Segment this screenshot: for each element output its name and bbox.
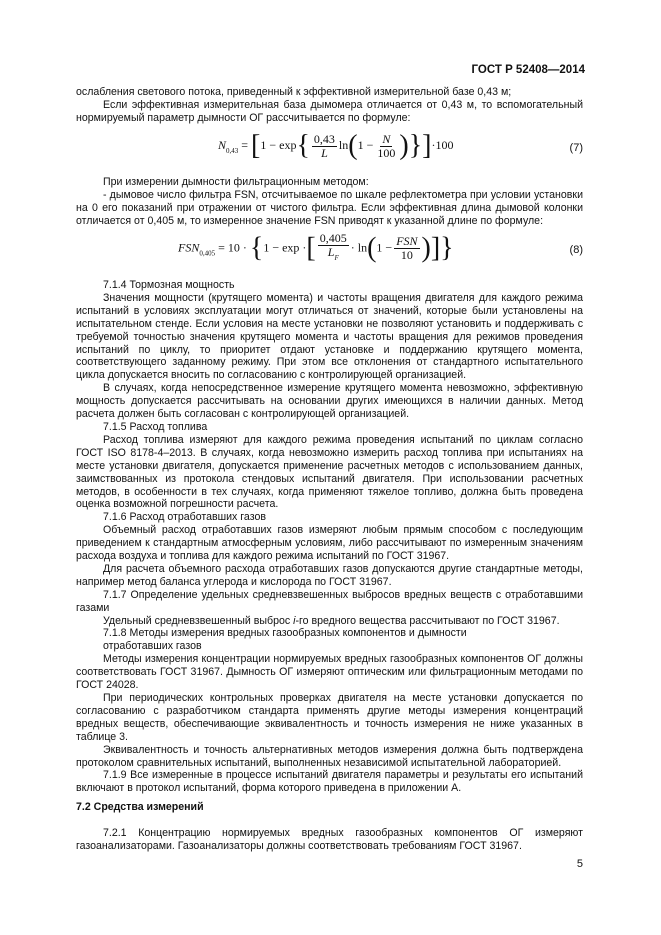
paragraph: При измерении дымности фильтрационным методом: (103, 176, 369, 188)
paragraph: Для расчета объемного расхода отработавших газов допускаются другие стандартные методы, например метод баланса углерода и кислорода по ГОСТ 31967. (76, 562, 583, 588)
formula-lhs: FSN (178, 240, 200, 255)
formula-fraction: $\frac{0,43}{L}$ (313, 131, 335, 160)
paragraph: 7.1.9 Все измеренные в процессе испытаний двигателя параметры и результаты его испытаний включают в протокол испытаний, форма которого приведена в приложении А. (76, 769, 583, 795)
paragraph: Эквивалентность и точность альтернативных методов измерения должна быть подтверждена протоколом сравнительных испытаний, выполненных независимой испытательной лабораторией. (76, 743, 583, 769)
formula-fraction: $\frac{N}{100}$ (377, 131, 396, 160)
formula-number: (7) (569, 142, 583, 154)
section-7-2 (76, 801, 583, 853)
paragraph: 7.2.1 Концентрацию нормируемых вредных газообразных компонентов ОГ измеряют газоанализаторами. Газоанализаторы должны соответствовать требованиям ГОСТ 31967. (76, 826, 583, 852)
formula-term: 1 − (357, 137, 374, 152)
section-title: 7.1.4 Тормозная мощность (103, 279, 235, 291)
formula-number: (8) (569, 244, 583, 256)
section-title: 7.1.8 Методы измерения вредных газообразных компонентов и дымности (103, 627, 467, 640)
section-title-continuation: отработавших газов (103, 640, 202, 653)
intro-block (76, 86, 583, 125)
formula-ln: ln (338, 137, 349, 152)
paragraph: Значения мощности (крутящего момента) и частоты вращения двигателя для каждого режима испытаний в условиях эксплуатации могут отличаться от значений, которые были установлены на испытательном стенде. Если условия на месте установки не позволяют установить и поддерживать с требуемой точностью значения крутящего момента и частоты вращения для режимов проведения испытаний по циклу, то приоритет отдают установке и поддержанию крутящего момента, соответствующего заданному режиму. При этом все отклонения от стандартного испытательного цикла допускается вносить по согласованию с контролирующей организацией. (76, 291, 583, 382)
document-code-header: ГОСТ Р 52408—2014 (471, 64, 585, 76)
formula-lhs-subscript: 0,43 (226, 146, 239, 155)
section-title: 7.1.7 Определение удельных средневзвешенных выбросов вредных веществ с отработавшими газами (76, 588, 583, 614)
paragraph: Объемный расход отработавших газов измеряют любым прямым способом с последующим приведением к стандартным атмосферным условиям, либо рассчитывают по измеренным значениям расхода воздуха и топлива для каждого режима испытаний по ГОСТ 31967. (76, 524, 583, 563)
formula-term: ·100 (431, 137, 454, 152)
formula-fraction: $\frac{0,405}{L_F}$ (319, 231, 347, 262)
section-heading: 7.2 Средства измерений (76, 801, 204, 813)
section-title: 7.1.6 Расход отработавших газов (103, 511, 266, 524)
formula-term: 1 − exp · (263, 240, 307, 255)
paragraph: Удельный средневзвешенный выброс i-го вредного вещества рассчитывают по ГОСТ 31967. (103, 614, 560, 627)
paragraph: В случаях, когда непосредственное измерение крутящего момента невозможно, эффективную мощность допускается рассчитывать на основании других имеющихся в наличии данных. Метод расчета должен быть согласован с контролирующей организацией. (76, 382, 583, 421)
paragraph: Методы измерения концентрации нормируемых вредных газообразных компонентов ОГ должны соответствовать ГОСТ 31967. Дымность ОГ измеряют оптическим или фильтрационным методами по ГОСТ 24028. (76, 653, 583, 692)
formula-ln: · ln (350, 240, 368, 255)
paragraph: - дымовое число фильтра FSN, отсчитываемое по шкале рефлектометра при условии установки на 0 его показаний при отражении от чистого фильтра. Если эффективная длина дымовой колонки отличается от 0,405 м, то измеренное значение FSN приводят к указанной длине по формуле: (76, 188, 583, 227)
formula-8: $FSN_{0,405} = 10 \cdot \{1 - \exp$ ·[ $\frac{0,405}{L_F}$ · ln(1 − $\frac{\text{FSN}}{10}$ )]} (8) (178, 231, 583, 264)
formula-eq: = 10 · (218, 240, 247, 255)
section-7-1-4-to-7-1-9 (76, 279, 583, 795)
formula-term: 1 − exp (260, 137, 297, 152)
formula-fraction: $\frac{\text{FSN}}{10}$ (396, 234, 418, 262)
paragraph: Расход топлива измеряют для каждого режима проведения испытаний по циклам согласно ГОСТ ISO 8178-4–2013. В случаях, когда невозможно измерить расход топлива при испытаниях на месте установки двигателя, допускается применение расчетных методов с использованием данных, заимствованных из протокола стендовых испытаний двигателя. При использовании расчетных методов, в особенности в тех случаях, когда применяют тяжелое топливо, должна быть проведена оценка возможной погрешности расчета. (76, 433, 583, 511)
formula-lhs: N (218, 137, 227, 152)
paragraph: Если эффективная измерительная база дымомера отличается от 0,43 м, то вспомогательный нормируемый параметр дымности ОГ рассчитывается по формуле: (76, 98, 583, 124)
section-title: 7.1.5 Расход топлива (103, 420, 208, 433)
paragraph: ослабления светового потока, приведенный к эффективной измерительной базе 0,43 м; (76, 86, 512, 98)
formula-lhs-subscript: 0,405 (199, 249, 216, 258)
formula-7: $N_{0,43} = [1 - \exp${ $\frac{0,43}{L}$ ln(1 − $\frac{N}{100}$ )}]·100 (7) (218, 130, 583, 161)
formula-eq: = (241, 137, 249, 152)
formula-term: 1 − (376, 240, 393, 255)
filtration-block (76, 176, 583, 228)
paragraph: При периодических контрольных проверках двигателя на месте установки допускается по согласованию с разработчиком стандарта применять другие методы измерения концентраций вредных веществ, обеспечивающие эквивалентность и точность измерения не ниже указанных в таблице 3. (76, 692, 583, 743)
page-number: 5 (576, 858, 583, 870)
